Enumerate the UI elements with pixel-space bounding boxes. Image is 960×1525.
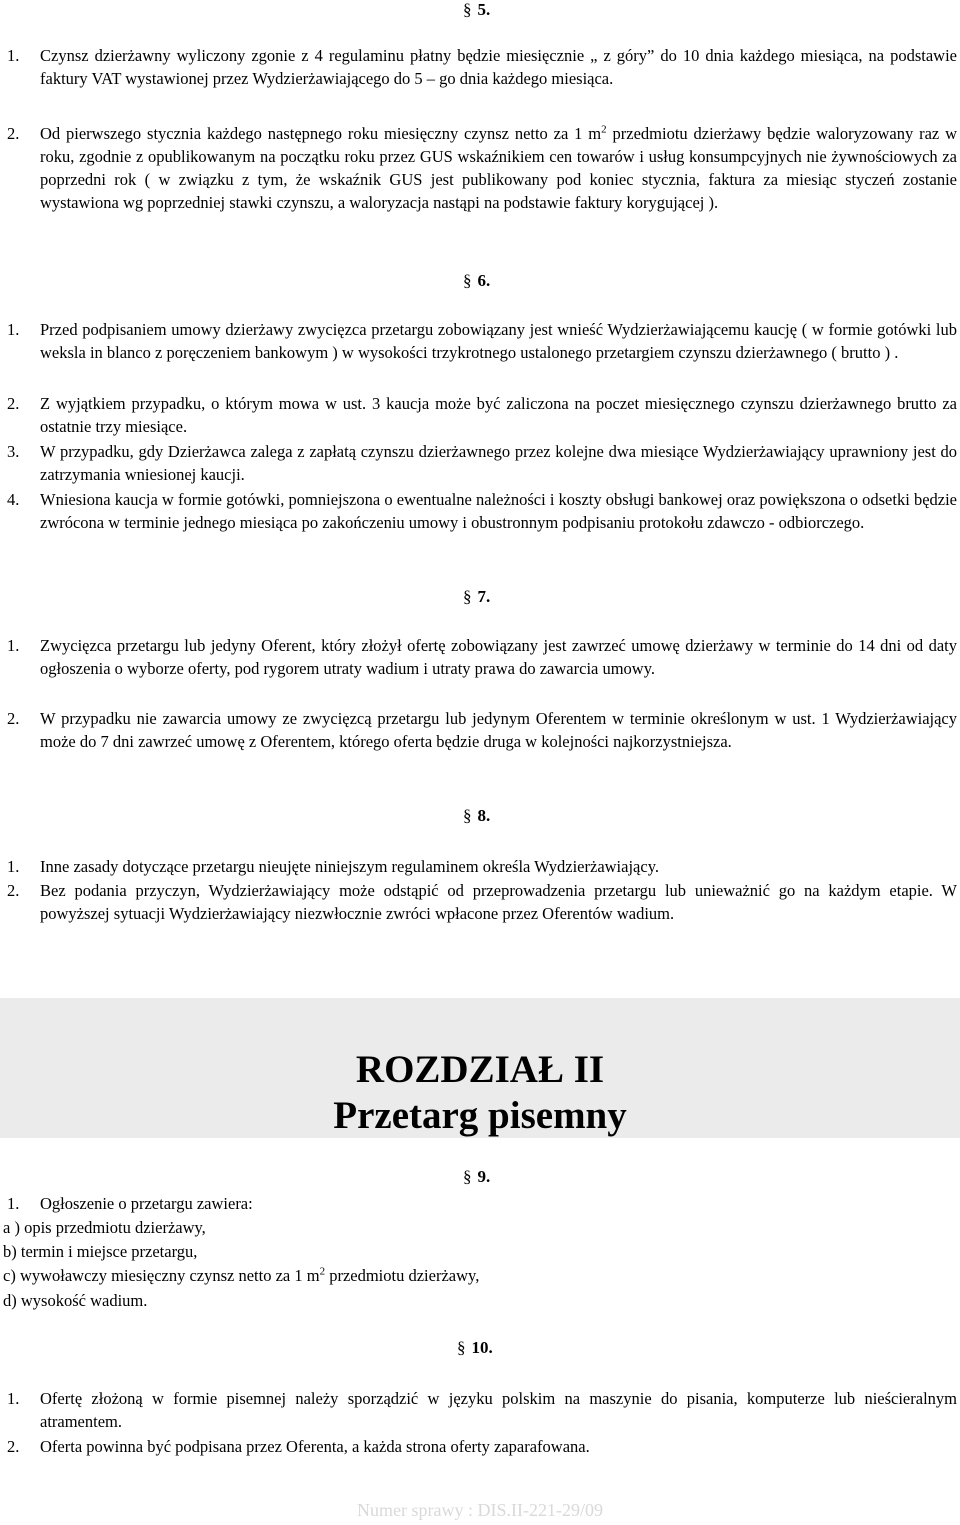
section-7-item-1: 1. Zwycięzca przetargu lub jedyny Oferent, który złożył ofertę zobowiązany jest zawrzeć umowę dzierżawy w terminie do 14 dni od daty ogłoszenia o wyborze oferty, pod rygorem utraty wadium i utraty prawa do zawarcia umowy. bbox=[7, 636, 957, 678]
section-5-item-2: 2. Od pierwszego stycznia każdego następnego roku miesięczny czynsz netto za 1 $m^2$ przedmiotu dzierżawy będzie waloryzowany raz w roku, zgodnie z opublikowanym na początku roku przez GUS wskaźnikiem cen towarów i usług konsumpcyjnych nie żywnościowych za poprzedni rok ( w związku z tym, że wskaźnik GUS jest publikowany pod koniec stycznia, faktura za miesiąc styczeń zostanie wystawiona wg poprzedniej stawki czynszu, a waloryzacja nastąpi na podstawie faktury korygującej ). bbox=[7, 123, 957, 212]
section-7-heading: § 7. bbox=[463, 587, 491, 606]
section-6-item-4: 4. Wniesiona kaucja w formie gotówki, pomniejszona o ewentualne należności i koszty obsługi bankowej oraz powiększona o odsetki będzie zwrócona w terminie jednego miesiąca po zakończeniu umowy i obustronnym podpisaniu protokołu zdawczo - odbiorczego. bbox=[7, 490, 957, 532]
section-9-item-b: b) termin i miejsce przetargu, bbox=[3, 1242, 198, 1261]
case-number-footer: Numer sprawy : DIS.II-221-29/09 bbox=[357, 1500, 603, 1520]
section-10-item-2: 2. Oferta powinna być podpisana przez Oferenta, a każda strona oferty zaparafowana. bbox=[7, 1437, 590, 1456]
chapter-title: Przetarg pisemny bbox=[333, 1094, 627, 1137]
section-7-item-2: 2. W przypadku nie zawarcia umowy ze zwycięzcą przetargu lub jedynym Oferentem w terminie określonym w ust. 1 Wydzierżawiający może do 7 dni zawrzeć umowę z Oferentem, którego oferta będzie druga w kolejności najkorzystniejsza. bbox=[7, 709, 957, 751]
section-5-heading: § 5. bbox=[463, 0, 491, 19]
section-8-item-1: 1. Inne zasady dotyczące przetargu nieujęte niniejszym regulaminem określa Wydzierżawiający. bbox=[7, 857, 659, 876]
section-6-item-3: 3. W przypadku, gdy Dzierżawca zalega z zapłatą czynszu dzierżawnego przez kolejne dwa miesiące Wydzierżawiający uprawniony jest do zatrzymania wniesionej kaucji. bbox=[7, 442, 957, 484]
section-6-heading: § 6. bbox=[463, 271, 491, 290]
section-9-item-a: a ) opis przedmiotu dzierżawy, bbox=[3, 1218, 206, 1237]
chapter-number: ROZDZIAŁ II bbox=[355, 1048, 605, 1091]
section-6-item-1: 1. Przed podpisaniem umowy dzierżawy zwycięzca przetargu zobowiązany jest wnieść Wydzierżawiającemu kaucję ( w formie gotówki lub weksla in blanco z poręczeniem bankowym ) w wysokości trzykrotnego ustalonego przetargiem czynszu dzierżawnego ( brutto ) . bbox=[7, 320, 957, 362]
section-6-item-2: 2. Z wyjątkiem przypadku, o którym mowa w ust. 3 kaucja może być zaliczona na poczet miesięcznego czynszu dzierżawnego brutto za ostatnie trzy miesiące. bbox=[7, 394, 957, 436]
section-9-item-c: c) wywoławczy miesięczny czynsz netto za 1 $m^2$ przedmiotu dzierżawy, bbox=[3, 1265, 480, 1285]
section-8-heading: § 8. bbox=[463, 806, 491, 825]
section-9-item-d: d) wysokość wadium. bbox=[3, 1291, 148, 1310]
section-5-item-1: 1. Czynsz dzierżawny wyliczony zgonie z 4 regulaminu płatny będzie miesięcznie „ z góry” do 10 dnia każdego miesiąca, na podstawie faktury VAT wystawionej przez Wydzierżawiającego do 5 – go dnia każdego miesiąca. bbox=[7, 46, 957, 88]
section-9-item-1: 1. Ogłoszenie o przetargu zawiera: bbox=[7, 1194, 253, 1213]
section-10-heading: § 10. bbox=[457, 1338, 493, 1357]
section-8-item-2: 2. Bez podania przyczyn, Wydzierżawiający może odstąpić od przeprowadzenia przetargu lub unieważnić go na każdym etapie. W powyższej sytuacji Wydzierżawiający niezwłocznie zwróci wpłacone przez Oferentów wadium. bbox=[7, 881, 957, 923]
section-10-item-1: 1. Ofertę złożoną w formie pisemnej należy sporządzić w języku polskim na maszynie do pisania, komputerze lub nieścieralnym atramentem. bbox=[7, 1389, 957, 1431]
section-symbol: § bbox=[463, 0, 472, 19]
section-9-heading: § 9. bbox=[463, 1167, 491, 1186]
